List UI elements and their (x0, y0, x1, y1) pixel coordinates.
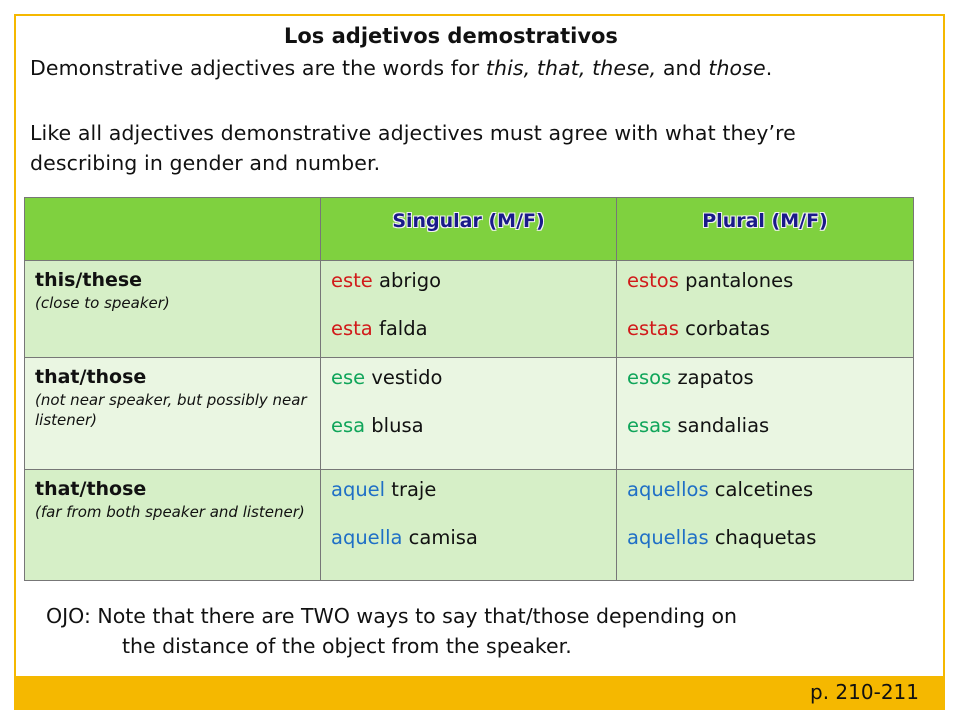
row-sublabel: (close to speaker) (35, 294, 170, 312)
adjective: aquella (331, 526, 403, 549)
example (331, 317, 606, 341)
frame-top-border (14, 14, 945, 16)
frame-left-border (14, 14, 16, 684)
singular-cell (321, 470, 617, 581)
adjective: esas (627, 414, 672, 437)
example (331, 269, 606, 293)
example (331, 478, 606, 502)
adjective: aquellas (627, 526, 709, 549)
ojo-note-line-2: the distance of the object from the speaker. (122, 634, 572, 658)
intro-line-1 (30, 56, 772, 80)
adjective: aquellos (627, 478, 709, 501)
adjective: este (331, 269, 373, 292)
intro-period: . (765, 56, 773, 80)
example (331, 526, 606, 550)
row-label-cell (25, 470, 321, 581)
header-plural (617, 198, 914, 261)
intro-text: Demonstrative adjectives are the words for (30, 56, 486, 80)
row-sublabel: (not near speaker, but possibly near listener) (35, 391, 307, 429)
table-row (25, 358, 914, 470)
adjective: estas (627, 317, 679, 340)
row-label: this/these (35, 269, 143, 291)
noun: chaquetas (708, 526, 817, 549)
adjective: esos (627, 366, 672, 389)
example (627, 269, 903, 293)
noun: camisa (402, 526, 478, 549)
plural-cell (617, 470, 914, 581)
plural-cell (617, 261, 914, 358)
noun: calcetines (708, 478, 814, 501)
header-singular (321, 198, 617, 261)
noun: blusa (365, 414, 424, 437)
noun: corbatas (678, 317, 770, 340)
noun: sandalias (671, 414, 770, 437)
example (627, 478, 903, 502)
row-label-cell (25, 261, 321, 358)
example (331, 366, 606, 390)
noun: falda (372, 317, 428, 340)
header-singular-label: Singular (M/F) (392, 210, 545, 232)
adjective: estos (627, 269, 679, 292)
noun: traje (385, 478, 437, 501)
adjective: aquel (331, 478, 386, 501)
example (627, 414, 903, 438)
example (331, 414, 606, 438)
table-header-row (25, 198, 914, 261)
intro-italic-those: those (708, 56, 766, 80)
table-row (25, 261, 914, 358)
singular-cell (321, 261, 617, 358)
ojo-note-line-1: OJO: Note that there are TWO ways to say that/those depending on (46, 604, 738, 628)
noun: pantalones (678, 269, 794, 292)
noun: zapatos (671, 366, 754, 389)
page-reference: p. 210-211 (810, 680, 919, 704)
plural-cell (617, 358, 914, 470)
singular-cell (321, 358, 617, 470)
header-empty (25, 198, 321, 261)
demonstratives-table (24, 197, 914, 581)
row-label: that/those (35, 478, 147, 500)
header-plural-label: Plural (M/F) (702, 210, 828, 232)
row-sublabel: (far from both speaker and listener) (35, 503, 305, 521)
noun: abrigo (372, 269, 442, 292)
footer-bar (14, 676, 945, 710)
adjective: esta (331, 317, 373, 340)
intro-italic-words: this, that, these, (485, 56, 657, 80)
example (627, 526, 903, 550)
example (627, 366, 903, 390)
adjective: esa (331, 414, 366, 437)
adjective: ese (331, 366, 366, 389)
row-label-cell (25, 358, 321, 470)
row-label: that/those (35, 366, 147, 388)
frame-right-border (943, 14, 945, 684)
example (627, 317, 903, 341)
slide-title: Los adjetivos demostrativos (284, 24, 618, 48)
intro-line-3: describing in gender and number. (30, 151, 381, 175)
noun: vestido (365, 366, 443, 389)
table-row (25, 470, 914, 581)
intro-line-2: Like all adjectives demonstrative adjectives must agree with what they’re (30, 121, 796, 145)
intro-text: and (656, 56, 709, 80)
